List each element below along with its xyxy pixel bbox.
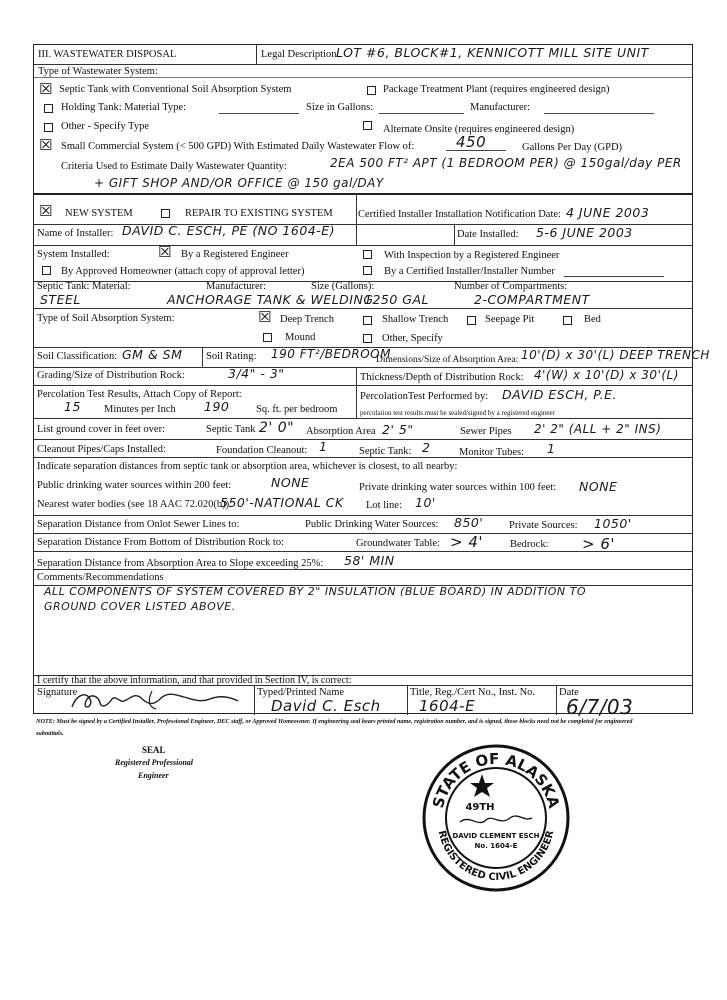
foundation-label: Foundation Cleanout: — [216, 445, 308, 456]
perc-note: percolation test results must be sealed/signed by a registered engineer — [360, 409, 555, 417]
new-system-label: NEW SYSTEM — [65, 208, 133, 219]
separation-indicate: Indicate separation distances from septic tank or absorption area, whichever is closest, to all nearby: — [37, 461, 458, 472]
grading-value[interactable]: 3/4" - 3" — [228, 366, 285, 381]
private-100-label: Private drinking water sources within 100 feet: — [359, 482, 557, 493]
seal-caption-3: Engineer — [138, 771, 169, 780]
checkbox-alternate[interactable] — [363, 121, 372, 130]
private-sources-value[interactable]: 1050' — [594, 516, 632, 531]
cleanout-label: Cleanout Pipes/Caps Installed: — [37, 444, 166, 455]
comments-label: Comments/Recommendations — [37, 572, 164, 583]
wastewater-form — [33, 44, 710, 719]
alternate-label: Alternate Onsite (requires engineered design) — [383, 124, 575, 135]
tank-manufacturer-label: Manufacturer: — [206, 281, 267, 292]
public-sources-value[interactable]: 850' — [454, 515, 484, 530]
printed-name-value[interactable]: David C. Esch — [271, 697, 381, 715]
other-label: Other - Specify Type — [61, 121, 150, 132]
gc-sewer-label: Sewer Pipes — [460, 426, 512, 437]
with-inspection-label: With Inspection by a Registered Engineer — [384, 250, 560, 261]
perc-label: Percolation Test Results, Attach Copy of Report: — [37, 389, 242, 400]
gc-sewer-value[interactable]: 2' 2" (ALL + 2" INS) — [534, 422, 662, 436]
private-sources-label: Private Sources: — [509, 520, 578, 531]
soil-rating-value[interactable]: 190 FT²/BEDROOM — [271, 347, 391, 361]
gc-septic-value[interactable]: 2' 0" — [259, 420, 295, 436]
soil-class-label: Soil Classification: — [37, 351, 118, 362]
seal-number: 49TH — [465, 802, 495, 813]
checkbox-septic-checked[interactable]: ☒ — [39, 80, 53, 98]
checkbox-reg-engineer-checked[interactable]: ☒ — [158, 243, 172, 261]
checkbox-small-commercial-checked[interactable]: ☒ — [39, 136, 53, 154]
other-absorption-label: Other, Specify — [382, 333, 443, 344]
slope-label: Separation Distance from Absorption Area to Slope exceeding 25%: — [37, 558, 324, 569]
criteria-label: Criteria Used to Estimate Daily Wastewater Quantity: — [61, 161, 287, 172]
comments-line2[interactable]: GROUND COVER LISTED ABOVE. — [44, 600, 236, 613]
lot-line-value[interactable]: 10' — [415, 495, 436, 510]
soil-class-value[interactable]: GM & SM — [122, 347, 183, 362]
comments-line1[interactable]: ALL COMPONENTS OF SYSTEM COVERED BY 2" INSULATION (BLUE BOARD) IN ADDITION TO — [44, 585, 587, 598]
seepage-pit-label: Seepage Pit — [485, 314, 535, 325]
checkbox-holding-tank[interactable] — [44, 104, 53, 113]
checkbox-bed[interactable] — [563, 316, 572, 325]
tank-compartments-label: Number of Compartments: — [454, 281, 568, 292]
size-gallons-label: Size in Gallons: — [306, 102, 374, 113]
public-200-label: Public drinking water sources within 200 feet: — [37, 480, 232, 491]
by-cert-installer-label: By a Certified Installer/Installer Number — [384, 266, 555, 277]
public-200-value[interactable]: NONE — [271, 475, 310, 490]
seal-signature — [460, 816, 532, 823]
criteria-line2[interactable]: + GIFT SHOP AND/OR OFFICE @ 150 gal/DAY — [94, 176, 384, 190]
dims-value[interactable]: 10'(D) x 30'(L) DEEP TRENCH — [521, 348, 710, 362]
checkbox-cert-installer[interactable] — [363, 266, 372, 275]
water-bodies-value[interactable]: 550'-NATIONAL CK — [220, 495, 344, 510]
gc-absorption-label: Absorption Area — [306, 426, 376, 437]
groundwater-label: Groundwater Table: — [356, 538, 440, 549]
foundation-value[interactable]: 1 — [319, 439, 328, 454]
grading-label: Grading/Size of Distribution Rock: — [37, 370, 185, 381]
sqft-per-bedroom-label: Sq. ft. per bedroom — [256, 404, 338, 415]
seal-caption-1: SEAL — [142, 745, 166, 755]
bed-label: Bed — [584, 314, 601, 325]
checkbox-deep-trench-checked[interactable]: ☒ — [258, 308, 272, 326]
mound-label: Mound — [285, 332, 316, 343]
absorption-label: Type of Soil Absorption System: — [37, 313, 175, 324]
private-100-value[interactable]: NONE — [579, 479, 618, 494]
bedrock-value[interactable]: > 6' — [582, 535, 616, 553]
groundwater-value[interactable]: > 4' — [450, 533, 484, 551]
onlot-label: Separation Distance from Onlot Sewer Lines to: — [37, 519, 240, 530]
checkbox-inspection[interactable] — [363, 250, 372, 259]
soil-rating-label: Soil Rating: — [206, 351, 257, 362]
septic-label: Septic Tank with Conventional Soil Absorption System — [59, 84, 292, 95]
seal-name: DAVID CLEMENT ESCH — [452, 832, 540, 840]
tank-size-value[interactable]: 1250 GAL — [364, 292, 429, 307]
shallow-trench-label: Shallow Trench — [382, 314, 449, 325]
seal-bottom-text: REGISTERED CIVIL ENGINEER — [435, 829, 557, 884]
section-title: III. WASTEWATER DISPOSAL — [38, 49, 177, 60]
cert-date-value[interactable]: 4 JUNE 2003 — [566, 205, 650, 220]
slope-value[interactable]: 58' MIN — [344, 553, 395, 568]
tank-size-label: Size (Gallons): — [311, 281, 375, 292]
perc-by-label: PercolationTest Performed by: — [360, 391, 489, 402]
perc-by-value[interactable]: DAVID ESCH, P.E. — [502, 387, 617, 402]
title-label: Title, Reg./Cert No., Inst. No. — [410, 687, 536, 698]
checkbox-new-system-checked[interactable]: ☒ — [39, 202, 53, 220]
seal-reg: No. 1604-E — [474, 842, 518, 850]
printed-name-label: Typed/Printed Name — [257, 687, 345, 698]
gc-septic-label: Septic Tank — [206, 424, 256, 435]
manufacturer-label: Manufacturer: — [470, 102, 531, 113]
perc-sqft-value[interactable]: 190 — [204, 399, 230, 414]
tank-manufacturer-value[interactable]: ANCHORAGE TANK & WELDING — [167, 292, 374, 307]
package-plant-label: Package Treatment Plant (requires engineered design) — [383, 84, 610, 95]
lot-line-label: Lot line: — [366, 500, 402, 511]
by-homeowner-label: By Approved Homeowner (attach copy of approval letter) — [61, 266, 305, 277]
cleanout-septic-label: Septic Tank: — [359, 446, 412, 457]
checkbox-package-plant[interactable] — [367, 86, 376, 95]
title-value[interactable]: 1604-E — [419, 697, 476, 715]
perc-minutes-value[interactable]: 15 — [64, 399, 81, 414]
date-installed-label: Date Installed: — [457, 229, 519, 240]
thickness-value[interactable]: 4'(W) x 10'(D) x 30'(L) — [534, 368, 679, 382]
thickness-label: Thickness/Depth of Distribution Rock: — [360, 372, 524, 383]
signature-image — [64, 685, 244, 715]
gpd-label: Gallons Per Day (GPD) — [522, 142, 623, 153]
by-reg-engineer-label: By a Registered Engineer — [181, 249, 289, 260]
installer-label: Name of Installer: — [37, 228, 114, 239]
signature-label: Signature — [37, 687, 78, 698]
minutes-per-inch-label: Minutes per Inch — [104, 404, 176, 415]
tank-material-label: Septic Tank: Material: — [37, 281, 131, 292]
certify-text: I certify that the above information, and that provided in Section IV, is correct: — [37, 675, 352, 686]
tank-compartments-value[interactable]: 2-COMPARTMENT — [474, 292, 590, 307]
deep-trench-label: Deep Trench — [280, 314, 334, 325]
dims-label: Dimensions/Size of Absorption Area: — [376, 355, 519, 365]
seal-caption-2: Registered Professional — [115, 758, 193, 767]
tank-material-value[interactable]: STEEL — [40, 292, 81, 307]
seal-top-text: STATE OF ALASKA — [428, 749, 564, 810]
water-bodies-label: Nearest water bodies (see 18 AAC 72.020(b)): — [37, 499, 233, 510]
seal-star-icon — [470, 774, 494, 797]
bottom-label: Separation Distance From Bottom of Distribution Rock to: — [37, 537, 285, 548]
checkbox-repair[interactable] — [161, 209, 170, 218]
system-installed-label: System Installed: — [37, 249, 110, 260]
monitor-value[interactable]: 1 — [547, 441, 556, 456]
criteria-line1[interactable]: 2EA 500 FT² APT (1 BEDROOM PER) @ 150gal/day PER — [330, 156, 682, 170]
flow-value[interactable]: 450 — [456, 133, 487, 151]
bedrock-label: Bedrock: — [510, 539, 549, 550]
note-text: NOTE: Must be signed by a Certified Installer, Professional Engineer, DEC staff, or Approved Homeowner. If engineering seal bears printed name, registration number, and is signed, those blocks need not be completed for engineered submittals. — [36, 718, 633, 737]
type-system-label: Type of Wastewater System: — [38, 66, 158, 77]
date-label: Date — [559, 687, 579, 698]
holding-tank-label: Holding Tank: Material Type: — [61, 102, 186, 113]
checkbox-other[interactable] — [44, 123, 53, 132]
gc-absorption-value[interactable]: 2' 5" — [382, 422, 414, 437]
public-sources-label: Public Drinking Water Sources: — [305, 519, 439, 530]
legal-description-label: Legal Description: — [261, 49, 340, 60]
monitor-label: Monitor Tubes: — [459, 447, 525, 458]
installer-value[interactable]: DAVID C. ESCH, PE (NO 1604-E) — [122, 223, 336, 238]
checkbox-shallow-trench[interactable] — [363, 316, 372, 325]
date-installed-value[interactable]: 5-6 JUNE 2003 — [536, 225, 633, 240]
checkbox-mound[interactable] — [263, 333, 272, 342]
cleanout-septic-value[interactable]: 2 — [422, 440, 431, 455]
repair-label: REPAIR TO EXISTING SYSTEM — [185, 208, 333, 219]
cert-date-label: Certified Installer Installation Notification Date: — [358, 209, 561, 220]
ground-cover-label: List ground cover in feet over: — [37, 424, 165, 435]
checkbox-homeowner[interactable] — [42, 266, 51, 275]
engineer-seal-stamp — [420, 742, 572, 894]
checkbox-other-absorption[interactable] — [363, 334, 372, 343]
small-commercial-label: Small Commercial System (< 500 GPD) With Estimated Daily Wastewater Flow of: — [61, 141, 415, 152]
checkbox-seepage-pit[interactable] — [467, 316, 476, 325]
date-value[interactable]: 6/7/03 — [566, 695, 634, 719]
legal-description-value[interactable]: LOT #6, BLOCK#1, KENNICOTT MILL SITE UNIT — [336, 45, 649, 60]
